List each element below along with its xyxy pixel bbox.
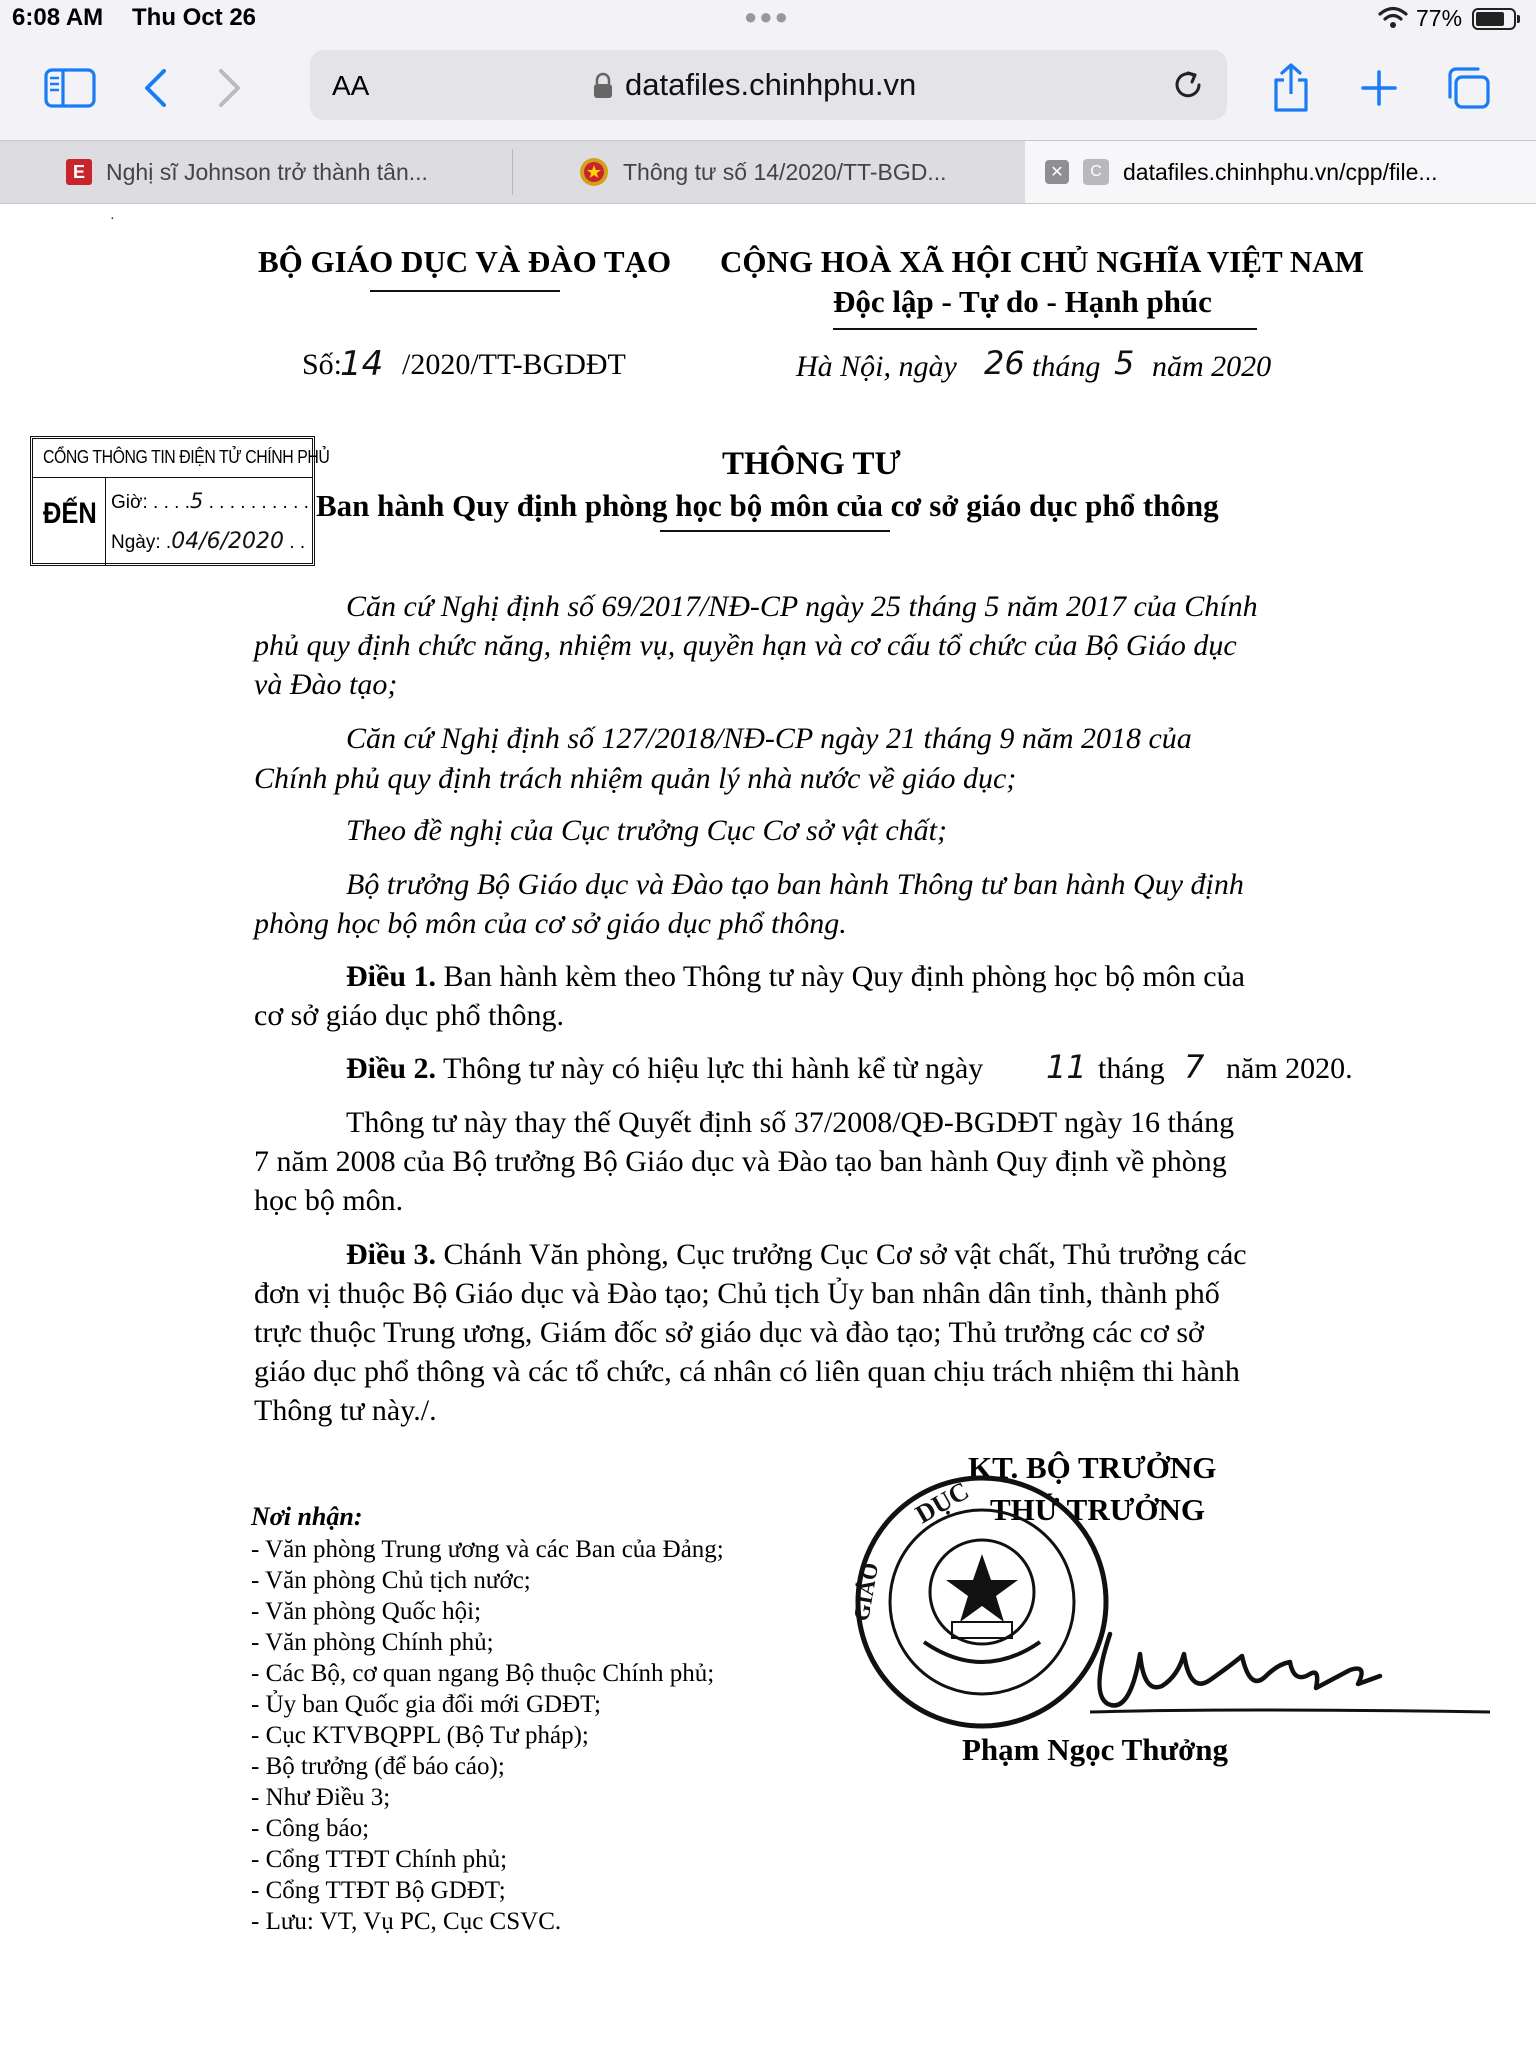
doc-number-suffix: /2020/TT-BGDĐT [402,348,626,381]
svg-text:GIÁO: GIÁO [848,1560,884,1623]
stamp-time: Giờ: . . . .5 . . . . . . . . . . [111,489,309,513]
sidebar-icon[interactable] [40,58,100,118]
tab-thong-tu[interactable] [513,141,1025,203]
wifi-icon [1378,6,1408,30]
official-seal-icon [848,1472,1112,1732]
tab-title: Nghị sĩ Johnson trở thành tân... [106,158,428,185]
url-host: datafiles.chinhphu.vn [625,67,917,102]
date-day-handwritten: 26 [984,344,1025,382]
replace-line: học bộ môn. [254,1184,404,1217]
new-tab-icon[interactable] [1349,58,1409,118]
replace-line: Thông tư này thay thế Quyết định số 37/2008/QĐ-BGDĐT ngày 16 tháng [346,1106,1235,1139]
handwritten-signature [1080,1584,1500,1724]
tab-johnson[interactable] [0,141,512,203]
reader-aa-button[interactable]: AA [332,70,370,101]
site-favicon-icon: C [1083,159,1109,185]
article-3-line: trực thuộc Trung ương, Giám đốc sở giáo dục và đào tạo; Thủ trưởng các cơ sở [254,1316,1204,1349]
browser-toolbar [0,40,1536,140]
article-1: Điều 1. Ban hành kèm theo Thông tư này Quy định phòng học bộ môn của [346,960,1245,993]
recipient-item: - Cổng TTĐT Chính phủ; [251,1846,508,1873]
recipient-item: - Cổng TTĐT Bộ GDĐT; [251,1877,506,1904]
preamble-line: Căn cứ Nghị định số 127/2018/NĐ-CP ngày 21 tháng 9 năm 2018 của [346,722,1192,755]
place-date-3: năm 2020 [1152,350,1272,383]
signer-title-1: KT. BỘ TRƯỞNG [968,1450,1217,1485]
preamble-line: Theo đề nghị của Cục trưởng Cục Cơ sở vật chất; [346,814,947,847]
article-3-line: đơn vị thuộc Bộ Giáo dục và Đào tạo; Chủ tịch Ủy ban nhân dân tỉnh, thành phố [254,1277,1220,1310]
replace-line: 7 năm 2008 của Bộ trưởng Bộ Giáo dục và Đào tạo ban hành Quy định về phòng [254,1145,1227,1178]
signer-name: Phạm Ngọc Thưởng [962,1732,1229,1767]
date-month-handwritten: 5 [1114,344,1135,382]
doc-number-handwritten: 14 [340,344,384,384]
received-stamp [30,436,330,566]
tab-bar [0,140,1536,204]
document-page [0,204,1536,2048]
tab-datafiles-active[interactable] [1025,141,1536,203]
forward-button[interactable] [200,58,260,118]
article-2-thang: tháng [1098,1052,1165,1085]
close-tab-icon[interactable]: ✕ [1045,160,1069,184]
recipient-item: - Cục KTVBQPPL (Bộ Tư pháp); [251,1722,589,1749]
tabs-overview-icon[interactable] [1438,58,1498,118]
back-button[interactable] [125,58,185,118]
article-3: Điều 3. Chánh Văn phòng, Cục trưởng Cục Cơ sở vật chất, Thủ trưởng các [346,1238,1247,1271]
article-2-year: năm 2020. [1226,1052,1353,1085]
stamp-title: CỔNG THÔNG TIN ĐIỆN TỬ CHÍNH PHỦ [43,447,330,467]
svg-text:DỤC: DỤC [910,1475,974,1530]
recipient-item: - Bộ trưởng (để báo cáo); [251,1753,505,1780]
place-date-1: Hà Nội, ngày [796,350,957,383]
site-favicon-icon: E [66,159,92,185]
recipient-item: - Ủy ban Quốc gia đổi mới GDĐT; [251,1691,601,1718]
ministry-underline [370,290,560,292]
preamble-line: phòng học bộ môn của cơ sở giáo dục phổ thông. [254,907,847,940]
article-1-cont: cơ sở giáo dục phổ thông. [254,999,565,1032]
preamble-line: Căn cứ Nghị định số 69/2017/NĐ-CP ngày 25 tháng 5 năm 2017 của Chính [346,590,1258,623]
multitask-dots-icon[interactable]: ●●● [744,4,790,29]
status-time: 6:08 AM [12,4,104,31]
preamble-line: phủ quy định chức năng, nhiệm vụ, quyền hạn và cơ cấu tổ chức của Bộ Giáo dục [254,629,1237,662]
preamble-line: Bộ trưởng Bộ Giáo dục và Đào tạo ban hành Thông tư ban hành Quy định [346,868,1244,901]
republic-name: CỘNG HOÀ XÃ HỘI CHỦ NGHĨA VIỆT NAM [720,244,1364,279]
tab-title: datafiles.chinhphu.vn/cpp/file... [1123,158,1438,185]
article-3-line: Thông tư này./. [254,1394,437,1427]
doc-number-prefix: Số: [302,348,343,381]
motto: Độc lập - Tự do - Hạnh phúc [833,284,1212,319]
motto-underline [833,328,1257,330]
recipient-item: - Văn phòng Chủ tịch nước; [251,1567,531,1594]
recipient-item: - Lưu: VT, Vụ PC, Cục CSVC. [251,1908,562,1935]
share-icon[interactable] [1261,58,1321,118]
recipient-item: - Các Bộ, cơ quan ngang Bộ thuộc Chính phủ; [251,1660,715,1687]
recipient-item: - Văn phòng Chính phủ; [251,1629,494,1656]
stamp-date: Ngày: .04/6/2020 . . [111,529,306,554]
tab-title: Thông tư số 14/2020/TT-BGD... [623,158,947,185]
national-emblem-icon [579,157,609,187]
status-bar [0,0,1536,40]
article-2-month-handwritten: 7 [1184,1048,1205,1086]
recipient-item: - Văn phòng Trung ương và các Ban của Đảng; [251,1536,724,1563]
doc-type: THÔNG TƯ [722,446,901,482]
article-3-line: giáo dục phổ thông và các tổ chức, cá nhân có liên quan chịu trách nhiệm thi hành [254,1355,1240,1388]
ministry-name: BỘ GIÁO DỤC VÀ ĐÀO TẠO [258,244,672,279]
battery-icon [1472,8,1516,30]
recipient-item: - Như Điều 3; [251,1784,391,1811]
subject-underline [660,530,890,532]
battery-percent: 77% [1416,5,1463,31]
signer-title-2: THỨ TRƯỞNG [990,1492,1206,1527]
speck: · [110,212,115,227]
recipient-item: - Công báo; [251,1815,370,1842]
doc-subject: Ban hành Quy định phòng học bộ môn của cơ sở giáo dục phổ thông [316,488,1219,523]
recipient-item: - Văn phòng Quốc hội; [251,1598,482,1625]
preamble-line: Chính phủ quy định trách nhiệm quản lý nhà nước về giáo dục; [254,762,1017,795]
recipients-title: Nơi nhận: [251,1502,363,1531]
reload-icon[interactable] [1170,67,1206,103]
status-date: Thu Oct 26 [132,4,257,31]
address-bar[interactable] [310,50,1227,120]
place-date-2: tháng [1032,350,1101,383]
article-2-day-handwritten: 11 [1046,1048,1087,1086]
lock-icon [593,72,613,100]
stamp-den: ĐẾN [43,497,97,530]
preamble-line: và Đào tạo; [254,668,398,701]
article-2: Điều 2. Thông tư này có hiệu lực thi hành kể từ ngày [346,1052,984,1085]
